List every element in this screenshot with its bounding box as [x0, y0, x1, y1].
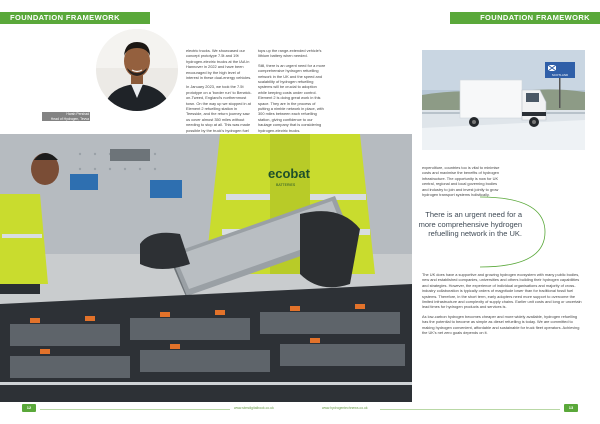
ecobat-logo-sub: BATTERIES	[276, 183, 296, 187]
text-column-2	[258, 48, 326, 137]
page-number-right: 13	[564, 404, 578, 412]
footer-rule-left	[40, 409, 230, 410]
section-header-right: FOUNDATION FRAMEWORK	[450, 12, 600, 24]
pull-quote: There is an urgent need for a more comprehensive hydrogen refuelling network in the UK.	[418, 210, 522, 239]
ecobat-logo: ecobat	[268, 166, 310, 181]
page-number-left: 12	[22, 404, 36, 412]
portrait-caption	[42, 112, 90, 121]
scotland-sign-text: SCOTLAND	[551, 73, 569, 77]
column2-paragraph-1: tops up the range-extended vehicle's lithium battery when needed.	[258, 48, 322, 59]
column4-paragraph-2: As low-carbon hydrogen becomes cheaper and more widely available, hydrogen refuelling has the potential to become as simple as diesel refuelling is today. We are committed to making hydrogen convenient, affordable and sustainable for truck fleet operators. Achieving the UK's net zero goals depends on it.	[422, 313, 580, 336]
column1-paragraph-1: electric trucks. We showcased our concept prototype 7.5t and 19t hydrogen-electric trucks at the IAA in Hannover in 2022 and have been encouraged by the high level of interest in these dual-energy vehicles.	[186, 48, 252, 81]
column1-paragraph-2: In January 2023, we took the 7.5t prototype on a 'border run' to Berwick-on-Tweed, England's northernmost town. On the way up we stopped in at Element 2 refuelling station in Teesside, and the return journey saw us cover almost 350 miles without needing to stop at all. This was made possible by the truck's hydrogen fuel	[186, 84, 252, 133]
footer-url-right[interactable]: www.hydrogentechnews.co.uk	[322, 406, 368, 410]
text-column-4	[422, 272, 582, 339]
caption-role: Head of Hydrogen, Tevva	[42, 117, 90, 122]
footer-rule-right	[380, 409, 560, 410]
caption-name: Harsh Pershad	[42, 112, 90, 117]
column3-paragraph-1: expenditure, countries too is vital to minimise costs and maximise the benefits of hydrogen infrastructure. The opportunity is now for UK central, regional and local governing bodies and industry to join and invest jointly to grow hydrogen transport systems holistically.	[422, 165, 500, 198]
column4-paragraph-1: The UK does have a supportive and growing hydrogen ecosystem with many public bodies, new and established companies, universities and others building their hydrogen capabilities and strategies. However, the experience of individual organisations and majority of cross-industry collaboration is typically orders of magnitude lower than for traditional fossil fuel systems. Therefore, in the short term, early adopters need more support to overcome the limited infrastructure and complexity of supply chains. Earlier unit costs and long or uncertain lead times for hydrogen products and services is.	[422, 272, 582, 310]
text-column-1	[186, 48, 252, 143]
column2-paragraph-2: Still, there is an urgent need for a more comprehensive hydrogen refuelling network in the UK and the speed and scalability of hydrogen refuelling systems will be crucial to adoption while keeping costs under control. Element 2 is doing great work in this space. They are in the process of putting a nimble network in place, with 300 miles between each refuelling station, giving confidence to our haulage company that is considering hydrogen-electric trucks.	[258, 62, 326, 133]
truck-photo	[422, 50, 585, 150]
footer-url-left[interactable]: www.sbmdigitalbook.co.uk	[234, 406, 274, 410]
battery-workshop-photo	[0, 134, 412, 402]
section-header-left: FOUNDATION FRAMEWORK	[0, 12, 150, 24]
portrait-photo	[95, 28, 179, 112]
